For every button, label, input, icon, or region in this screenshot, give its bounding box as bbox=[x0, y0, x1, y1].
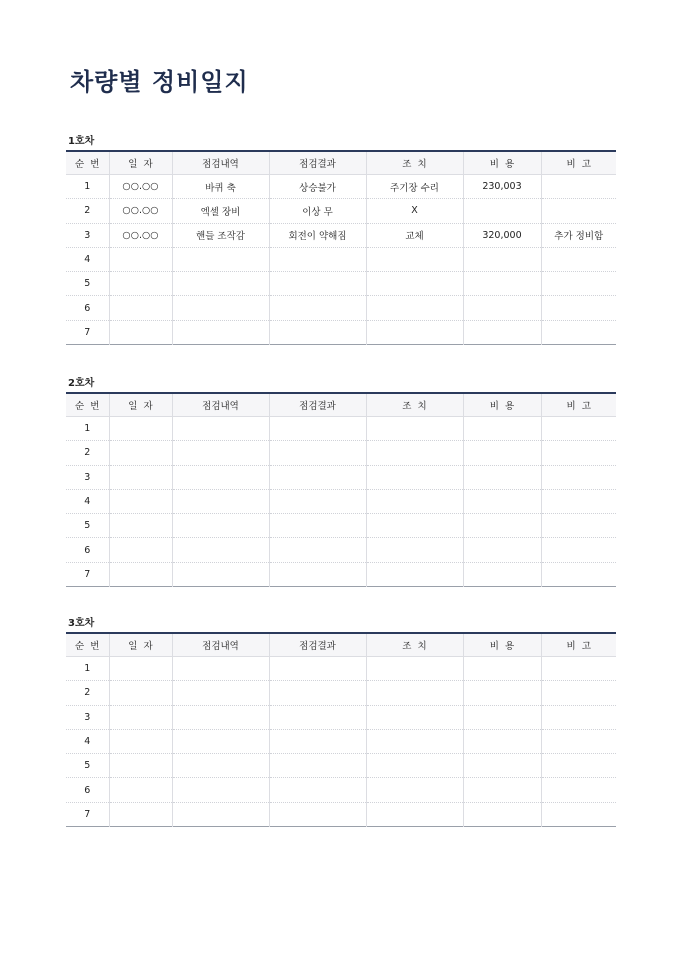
cell-item[interactable] bbox=[172, 320, 269, 344]
cell-date[interactable]: ○○.○○ bbox=[109, 199, 172, 223]
table-row bbox=[66, 223, 616, 247]
column-header: 비 용 bbox=[463, 151, 541, 175]
cell-action[interactable] bbox=[366, 514, 463, 538]
table-row bbox=[66, 538, 616, 562]
cell-note[interactable] bbox=[541, 514, 616, 538]
cell-result[interactable] bbox=[269, 465, 366, 489]
cell-cost[interactable] bbox=[463, 417, 541, 441]
cell-result[interactable] bbox=[269, 514, 366, 538]
vehicle-name: 3호차 bbox=[68, 618, 95, 629]
cell-result[interactable] bbox=[269, 778, 366, 802]
cell-action[interactable] bbox=[366, 729, 463, 753]
cell-no[interactable]: 7 bbox=[84, 808, 91, 820]
cell-action[interactable] bbox=[366, 296, 463, 320]
column-header: 일 자 bbox=[109, 151, 172, 175]
cell-result[interactable] bbox=[269, 538, 366, 562]
cell-action[interactable] bbox=[366, 417, 463, 441]
cell-note[interactable] bbox=[541, 681, 616, 705]
cell-result[interactable] bbox=[269, 705, 366, 729]
table-row bbox=[66, 514, 616, 538]
cell-action[interactable]: 주기장 수리 bbox=[366, 175, 463, 199]
column-header: 조 치 bbox=[366, 393, 463, 417]
cell-note[interactable] bbox=[541, 754, 616, 778]
table-row bbox=[66, 320, 616, 344]
cell-action[interactable] bbox=[366, 538, 463, 562]
column-header: 점검결과 bbox=[269, 633, 366, 657]
cell-note[interactable] bbox=[541, 562, 616, 586]
table-row bbox=[66, 247, 616, 271]
cell-date[interactable] bbox=[109, 657, 172, 681]
cell-cost[interactable] bbox=[463, 199, 541, 223]
cell-item[interactable]: 바퀴 축 bbox=[172, 175, 269, 199]
cell-no[interactable]: 3 bbox=[66, 223, 109, 247]
cell-item[interactable] bbox=[172, 489, 269, 513]
cell-cost[interactable]: 230,003 bbox=[463, 175, 541, 199]
column-header: 조 치 bbox=[366, 151, 463, 175]
cell-no[interactable]: 5 bbox=[66, 514, 109, 538]
cell-note[interactable] bbox=[541, 199, 616, 223]
cell-item[interactable] bbox=[172, 465, 269, 489]
cell-cost[interactable] bbox=[463, 320, 541, 344]
column-header: 일 자 bbox=[109, 393, 172, 417]
vehicle-name: 2호차 bbox=[68, 378, 95, 389]
column-header: 점검내역 bbox=[172, 393, 269, 417]
cell-item[interactable] bbox=[172, 538, 269, 562]
cell-note[interactable] bbox=[541, 538, 616, 562]
cell-cost[interactable] bbox=[463, 681, 541, 705]
cell-cost[interactable] bbox=[463, 778, 541, 802]
table-row bbox=[66, 705, 616, 729]
cell-item[interactable] bbox=[172, 441, 269, 465]
cell-action[interactable] bbox=[366, 778, 463, 802]
vehicle-name: 1호차 bbox=[68, 136, 95, 147]
table-row bbox=[66, 489, 616, 513]
cell-action[interactable] bbox=[366, 562, 463, 586]
table-row bbox=[66, 681, 616, 705]
table-row bbox=[66, 729, 616, 753]
cell-note[interactable] bbox=[541, 272, 616, 296]
cell-result[interactable] bbox=[269, 320, 366, 344]
cell-cost[interactable] bbox=[463, 465, 541, 489]
cell-result[interactable] bbox=[269, 729, 366, 753]
cell-result[interactable] bbox=[269, 681, 366, 705]
cell-date[interactable]: ○○.○○ bbox=[109, 175, 172, 199]
cell-cost[interactable] bbox=[463, 657, 541, 681]
cell-result[interactable] bbox=[269, 657, 366, 681]
cell-note[interactable] bbox=[541, 489, 616, 513]
cell-action[interactable] bbox=[366, 247, 463, 271]
vehicle-section bbox=[66, 376, 616, 587]
column-header: 일 자 bbox=[109, 633, 172, 657]
cell-no[interactable]: 7 bbox=[84, 326, 91, 338]
table-row bbox=[66, 657, 616, 681]
table-row bbox=[66, 802, 616, 826]
cell-date[interactable] bbox=[109, 247, 172, 271]
cell-no[interactable]: 1 bbox=[66, 657, 109, 681]
cell-no[interactable]: 4 bbox=[66, 729, 109, 753]
cell-date[interactable] bbox=[109, 441, 172, 465]
cell-item[interactable] bbox=[172, 296, 269, 320]
table-row bbox=[66, 296, 616, 320]
cell-date[interactable] bbox=[109, 538, 172, 562]
cell-result[interactable] bbox=[269, 247, 366, 271]
column-header: 비 고 bbox=[541, 393, 616, 417]
cell-action[interactable] bbox=[366, 441, 463, 465]
cell-item[interactable]: 핸들 조작감 bbox=[172, 223, 269, 247]
table-row bbox=[66, 441, 616, 465]
cell-action[interactable] bbox=[366, 465, 463, 489]
cell-date[interactable] bbox=[109, 754, 172, 778]
cell-action[interactable]: X bbox=[366, 199, 463, 223]
cell-no[interactable]: 6 bbox=[66, 538, 109, 562]
column-header: 순 번 bbox=[66, 393, 109, 417]
cell-item[interactable] bbox=[172, 778, 269, 802]
cell-cost[interactable] bbox=[463, 272, 541, 296]
cell-no[interactable]: 6 bbox=[66, 296, 109, 320]
cell-date[interactable] bbox=[109, 705, 172, 729]
table-row bbox=[66, 417, 616, 441]
cell-date[interactable] bbox=[109, 778, 172, 802]
cell-action[interactable] bbox=[366, 802, 463, 826]
cell-date[interactable] bbox=[109, 729, 172, 753]
column-header: 점검결과 bbox=[269, 393, 366, 417]
header-row bbox=[66, 633, 616, 657]
cell-result[interactable]: 이상 무 bbox=[269, 199, 366, 223]
cell-date[interactable] bbox=[109, 296, 172, 320]
column-header: 순 번 bbox=[66, 151, 109, 175]
cell-no[interactable]: 4 bbox=[66, 247, 109, 271]
cell-cost[interactable] bbox=[463, 441, 541, 465]
cell-result[interactable] bbox=[269, 272, 366, 296]
column-header: 조 치 bbox=[366, 633, 463, 657]
cell-action[interactable]: 교체 bbox=[366, 223, 463, 247]
cell-note[interactable] bbox=[541, 441, 616, 465]
header-row bbox=[66, 151, 616, 175]
cell-action[interactable] bbox=[366, 320, 463, 344]
cell-no[interactable]: 3 bbox=[66, 465, 109, 489]
cell-cost[interactable] bbox=[463, 754, 541, 778]
cell-no[interactable]: 1 bbox=[66, 417, 109, 441]
cell-result[interactable] bbox=[269, 562, 366, 586]
column-header: 점검결과 bbox=[269, 151, 366, 175]
cell-date[interactable]: ○○.○○ bbox=[109, 223, 172, 247]
cell-note[interactable] bbox=[541, 175, 616, 199]
cell-note[interactable] bbox=[541, 320, 616, 344]
cell-result[interactable] bbox=[269, 417, 366, 441]
table-row bbox=[66, 199, 616, 223]
cell-date[interactable] bbox=[109, 465, 172, 489]
cell-no[interactable]: 3 bbox=[66, 705, 109, 729]
column-header: 비 용 bbox=[463, 633, 541, 657]
cell-date[interactable] bbox=[109, 489, 172, 513]
cell-item[interactable] bbox=[172, 247, 269, 271]
cell-item[interactable] bbox=[172, 802, 269, 826]
cell-note[interactable] bbox=[541, 802, 616, 826]
cell-item[interactable] bbox=[172, 417, 269, 441]
cell-result[interactable] bbox=[269, 441, 366, 465]
maintenance-table bbox=[66, 150, 616, 345]
cell-cost[interactable] bbox=[463, 296, 541, 320]
table-row bbox=[66, 175, 616, 199]
vehicle-section bbox=[66, 134, 616, 345]
cell-action[interactable] bbox=[366, 754, 463, 778]
cell-item[interactable] bbox=[172, 681, 269, 705]
cell-action[interactable] bbox=[366, 489, 463, 513]
cell-note[interactable] bbox=[541, 247, 616, 271]
cell-date[interactable] bbox=[109, 562, 172, 586]
vehicle-section bbox=[66, 616, 616, 827]
cell-date[interactable] bbox=[109, 272, 172, 296]
table-row bbox=[66, 272, 616, 296]
cell-item[interactable] bbox=[172, 705, 269, 729]
cell-item[interactable] bbox=[172, 562, 269, 586]
cell-result[interactable]: 회전이 약해짐 bbox=[269, 223, 366, 247]
cell-action[interactable] bbox=[366, 705, 463, 729]
cell-cost[interactable] bbox=[463, 705, 541, 729]
cell-item[interactable]: 엑셀 장비 bbox=[172, 199, 269, 223]
maintenance-table bbox=[66, 392, 616, 587]
cell-action[interactable] bbox=[366, 681, 463, 705]
cell-note[interactable]: 추가 정비함 bbox=[541, 223, 616, 247]
cell-no[interactable]: 2 bbox=[66, 199, 109, 223]
cell-item[interactable] bbox=[172, 657, 269, 681]
column-header: 점검내역 bbox=[172, 151, 269, 175]
cell-action[interactable] bbox=[366, 657, 463, 681]
cell-item[interactable] bbox=[172, 272, 269, 296]
cell-result[interactable] bbox=[269, 754, 366, 778]
cell-date[interactable] bbox=[109, 320, 172, 344]
cell-result[interactable] bbox=[269, 296, 366, 320]
cell-date[interactable] bbox=[109, 417, 172, 441]
cell-note[interactable] bbox=[541, 729, 616, 753]
cell-result[interactable] bbox=[269, 802, 366, 826]
cell-no[interactable]: 5 bbox=[66, 754, 109, 778]
cell-item[interactable] bbox=[172, 729, 269, 753]
cell-cost[interactable] bbox=[463, 514, 541, 538]
cell-cost[interactable] bbox=[463, 489, 541, 513]
cell-no[interactable]: 2 bbox=[66, 681, 109, 705]
column-header: 점검내역 bbox=[172, 633, 269, 657]
cell-result[interactable] bbox=[269, 489, 366, 513]
column-header: 순 번 bbox=[66, 633, 109, 657]
table-row bbox=[66, 754, 616, 778]
table-row bbox=[66, 465, 616, 489]
cell-no[interactable]: 4 bbox=[66, 489, 109, 513]
cell-item[interactable] bbox=[172, 514, 269, 538]
cell-cost[interactable] bbox=[463, 538, 541, 562]
maintenance-table bbox=[66, 632, 616, 827]
cell-date[interactable] bbox=[109, 514, 172, 538]
cell-no[interactable]: 7 bbox=[84, 568, 91, 580]
cell-note[interactable] bbox=[541, 296, 616, 320]
cell-note[interactable] bbox=[541, 417, 616, 441]
cell-no[interactable]: 5 bbox=[66, 272, 109, 296]
cell-no[interactable]: 2 bbox=[66, 441, 109, 465]
cell-result[interactable]: 상승불가 bbox=[269, 175, 366, 199]
column-header: 비 용 bbox=[463, 393, 541, 417]
cell-no[interactable]: 1 bbox=[66, 175, 109, 199]
cell-cost[interactable] bbox=[463, 247, 541, 271]
cell-date[interactable] bbox=[109, 681, 172, 705]
cell-action[interactable] bbox=[366, 272, 463, 296]
table-row bbox=[66, 562, 616, 586]
cell-note[interactable] bbox=[541, 778, 616, 802]
header-row bbox=[66, 393, 616, 417]
column-header: 비 고 bbox=[541, 633, 616, 657]
cell-cost[interactable] bbox=[463, 562, 541, 586]
column-header: 비 고 bbox=[541, 151, 616, 175]
cell-note[interactable] bbox=[541, 465, 616, 489]
table-row bbox=[66, 778, 616, 802]
cell-no[interactable]: 6 bbox=[66, 778, 109, 802]
cell-note[interactable] bbox=[541, 657, 616, 681]
page-title: 차량별 정비일지 bbox=[70, 68, 249, 96]
cell-cost[interactable]: 320,000 bbox=[463, 223, 541, 247]
cell-date[interactable] bbox=[109, 802, 172, 826]
cell-item[interactable] bbox=[172, 754, 269, 778]
cell-cost[interactable] bbox=[463, 729, 541, 753]
cell-note[interactable] bbox=[541, 705, 616, 729]
cell-cost[interactable] bbox=[463, 802, 541, 826]
